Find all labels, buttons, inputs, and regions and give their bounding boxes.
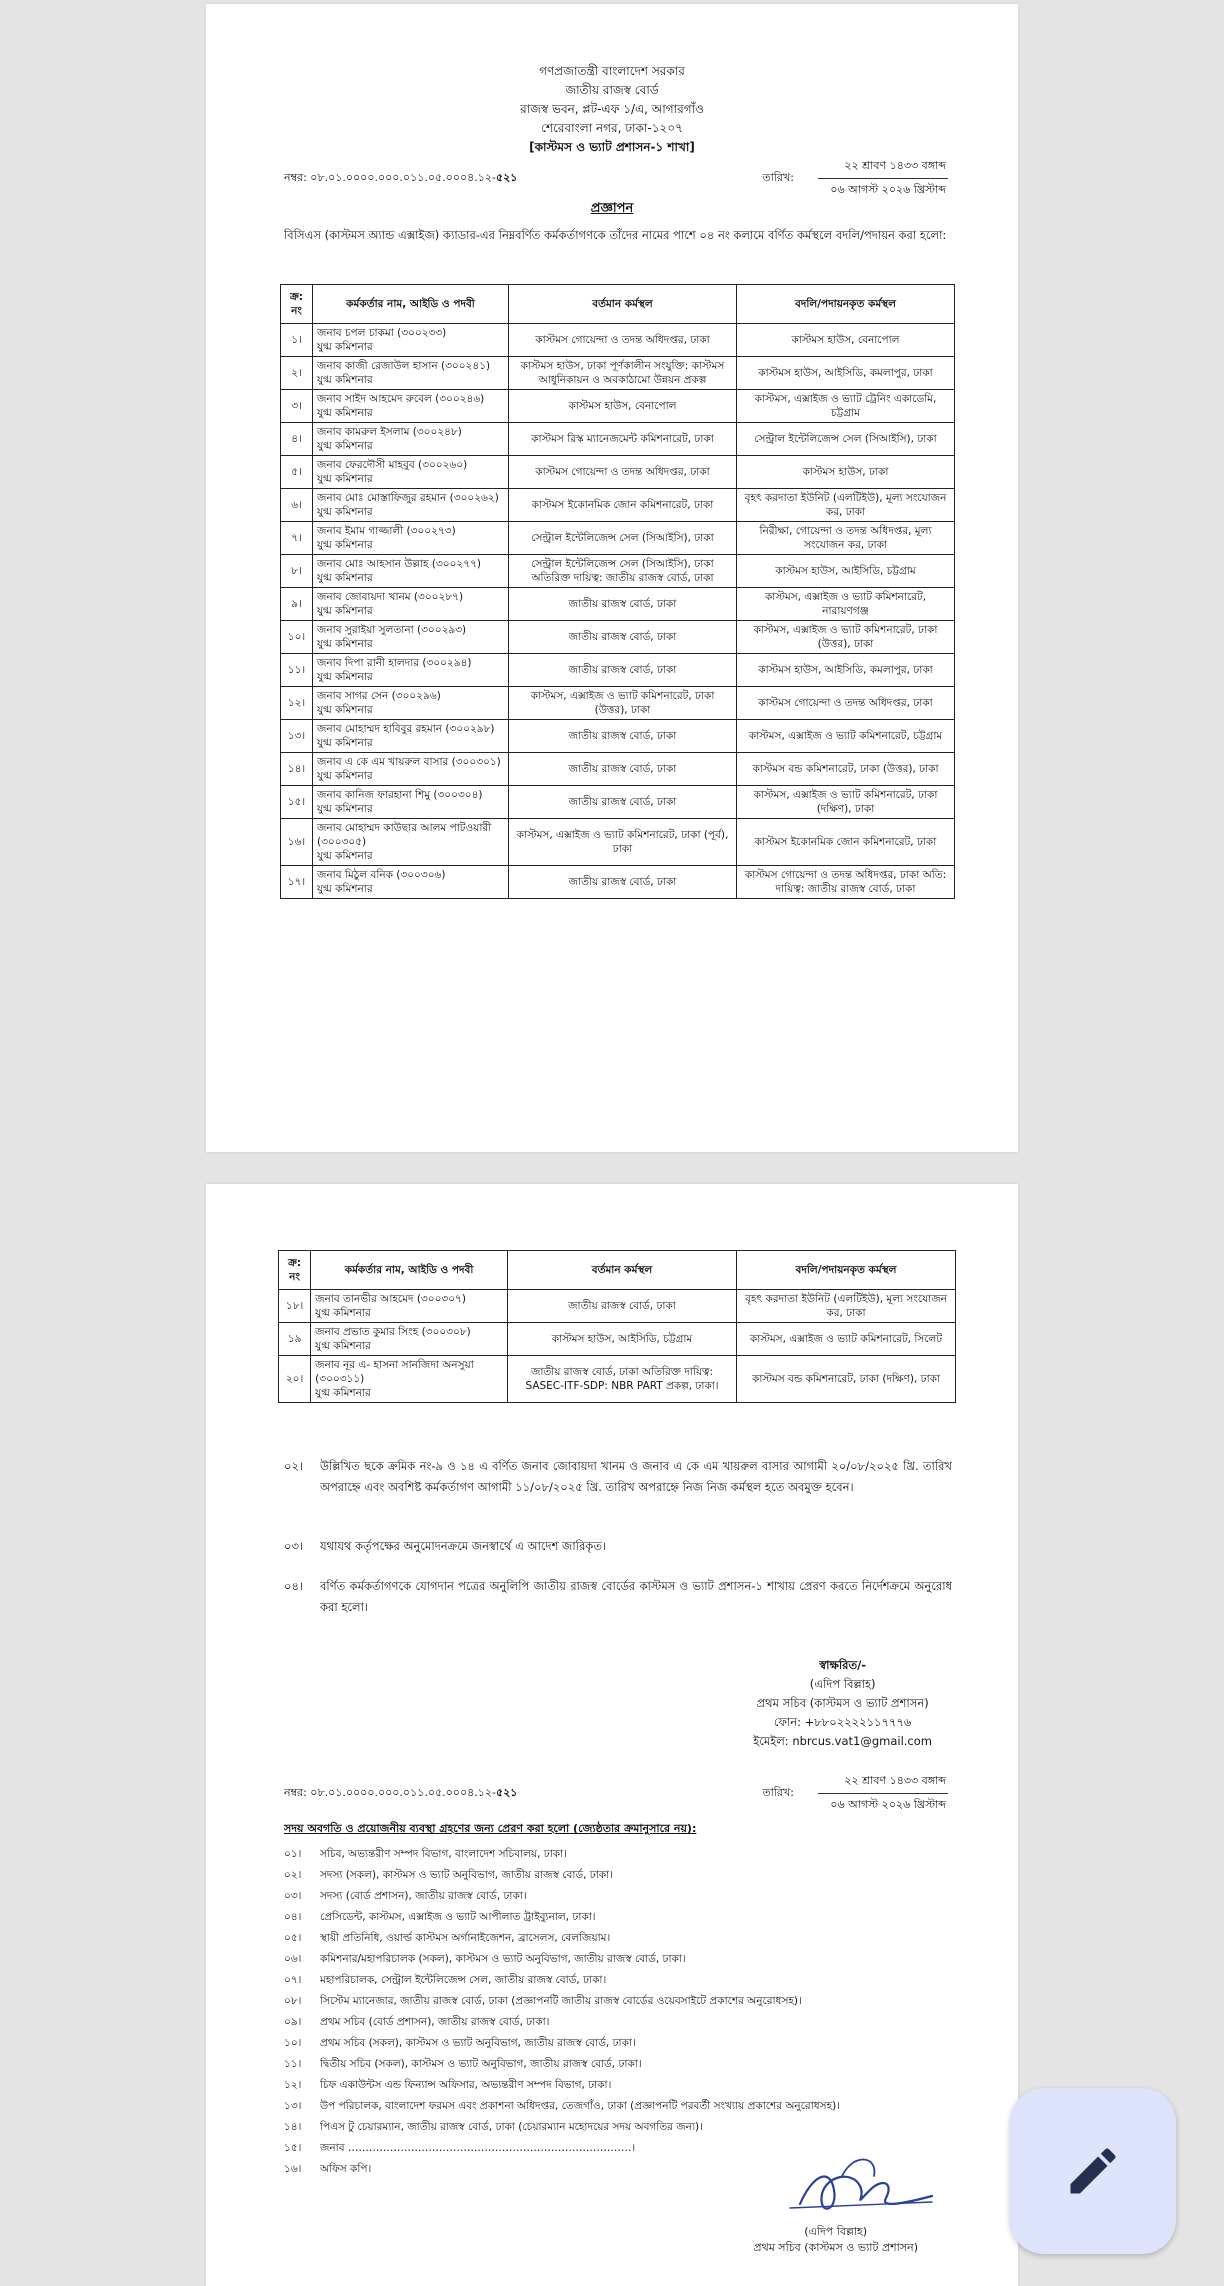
officer-designation: যুগ্ম কমিশনার [317, 605, 373, 617]
new-post-cell: কাস্টমস হাউস, আইসিডি, চট্টগ্রাম [737, 555, 955, 588]
officer-name: জনাব কানিজ ফারহানা শিমু (৩০০৩০৪) [317, 789, 483, 801]
officer-name: জনাব প্রভাত কুমার সিংহ (৩০০৩০৮) [315, 1326, 471, 1338]
signatory-name-2: (এদিপ বিল্লাহ) [804, 2225, 868, 2238]
officer-designation: যুগ্ম কমিশনার [317, 407, 373, 419]
list-item-number: ০৫। [284, 1932, 302, 1944]
officer-name: জনাব মোহাম্মদ হাবিবুর রহমান (৩০০২৯৮) [317, 723, 495, 735]
serial-cell: ৮। [281, 555, 313, 588]
officer-designation: যুগ্ম কমিশনার [317, 506, 373, 518]
date-label: তারিখ: [762, 1786, 794, 1799]
officer-cell [313, 866, 509, 899]
new-post-cell: কাস্টমস, এক্সাইজ ও ভ্যাট কমিশনারেট, নারায়ণগঞ্জ [737, 588, 955, 621]
new-post-cell: কাস্টমস গোয়েন্দা ও তদন্ত অধিদপ্তর, ঢাকা অতি: দায়িত্ব: জাতীয় রাজস্ব বোর্ড, ঢাকা [737, 866, 955, 899]
signed-mark: স্বাক্ষরিত/- [819, 1658, 867, 1672]
list-item [284, 2075, 974, 2096]
list-item-text: অফিস কপি। [320, 2163, 372, 2175]
posting-table-1 [280, 284, 955, 899]
new-post-cell: কাস্টমস, এক্সাইজ ও ভ্যাট কমিশনারেট, চট্টগ্রাম [737, 720, 955, 753]
officer-designation: যুগ্ম কমিশনার [317, 770, 373, 782]
letterhead [206, 62, 1018, 157]
officer-name: জনাব কামরুল ইসলাম (৩০০২৪৮) [317, 426, 462, 438]
serial-cell: ১৬। [281, 819, 313, 866]
officer-designation: যুগ্ম কমিশনার [317, 572, 373, 584]
signature-block-2 [753, 2224, 918, 2256]
list-item-text: জনাব ………………………………………………………………………। [320, 2142, 636, 2154]
serial-cell: ১৩। [281, 720, 313, 753]
table-row [281, 720, 955, 753]
officer-cell [313, 621, 509, 654]
officer-cell [313, 423, 509, 456]
officer-cell [313, 522, 509, 555]
officer-name: জনাব ফেরদৌসী মাহবুব (৩০০২৬০) [317, 459, 468, 471]
officer-name: জনাব এ কে এম খায়রুল বাসার (৩০০৩০১) [317, 756, 501, 768]
list-item [284, 1865, 974, 1886]
reference-row [206, 157, 1018, 197]
list-item [284, 1991, 974, 2012]
new-post-cell: কাস্টমস, এক্সাইজ ও ভ্যাট কমিশনারেট, সিলেট [737, 1323, 956, 1356]
serial-cell: ১৯ [279, 1323, 311, 1356]
date-gregorian: ০৬ আগস্ট ২০২৬ খ্রিস্টাব্দ [830, 183, 946, 196]
paragraph-4-text: বর্ণিত কর্মকর্তাগণকে যোগদান পত্রের অনুলিপি জাতীয় রাজস্ব বোর্ডের কাস্টমস ও ভ্যাট প্রশাসন-১ শাখায় প্রেরণ করতে নির্দেশক্রমে অনুরোধ করা হলো। [320, 1579, 952, 1614]
serial-cell: ১১। [281, 654, 313, 687]
list-item [284, 2012, 974, 2033]
document-page-1 [206, 4, 1018, 1152]
date-gregorian: ০৬ আগস্ট ২০২৬ খ্রিস্টাব্দ [830, 1798, 946, 1811]
new-post-cell: বৃহৎ করদাতা ইউনিট (এলটিইউ), মূল্য সংযোজন কর, ঢাকা [737, 489, 955, 522]
list-item-number: ০১। [284, 1848, 302, 1860]
list-item [284, 1907, 974, 1928]
date-bangla: ২২ শ্রাবণ ১৪৩৩ বঙ্গাব্দ [818, 1772, 948, 1794]
officer-designation: যুগ্ম কমিশনার [317, 473, 373, 485]
serial-cell: ৫। [281, 456, 313, 489]
officer-cell [311, 1290, 508, 1323]
posting-table-2 [278, 1250, 956, 1403]
officer-name: জনাব নূর এ- হাসনা সানজিদা অনসুয়া (৩০০৩১১) [315, 1359, 474, 1385]
date-label: তারিখ: [762, 171, 794, 184]
new-post-cell: সেন্ট্রাল ইন্টেলিজেন্স সেল (সিআইসি), ঢাকা [737, 423, 955, 456]
officer-name: জনাব তানভীর আহমেদ (৩০০৩০৭) [315, 1293, 466, 1305]
reference-suffix: ৫২১ [496, 1786, 518, 1799]
date-block-2 [762, 1772, 948, 1815]
serial-cell: ১২। [281, 687, 313, 720]
list-item-number: ০৯। [284, 2016, 302, 2028]
list-item [284, 1970, 974, 1991]
table-row [281, 621, 955, 654]
current-post-cell: জাতীয় রাজস্ব বোর্ড, ঢাকা [509, 621, 737, 654]
distribution-heading: সদয় অবগতি ও প্রয়োজনীয় ব্যবস্থা গ্রহণের জন্য প্রেরণ করা হলো (জ্যেষ্ঠতার ক্রমানুসারে নয়): [284, 1822, 697, 1835]
list-item-text: প্রথম সচিব (বোর্ড প্রশাসন), জাতীয় রাজস্ব বোর্ড, ঢাকা। [320, 2016, 550, 2028]
officer-name: জনাব চপল চাকমা (৩০০২৩৩) [317, 327, 447, 339]
serial-cell: ১। [281, 324, 313, 357]
officer-name: জনাব মিঠুল বনিক (৩০০৩০৬) [317, 869, 446, 881]
list-item [284, 1949, 974, 1970]
signatory-name: (এদিপ বিল্লাহ) [809, 1677, 876, 1691]
signature-block [753, 1656, 932, 1751]
list-item-number: ০৮। [284, 1995, 302, 2007]
officer-designation: যুগ্ম কমিশনার [317, 803, 373, 815]
table-row [281, 555, 955, 588]
officer-cell [313, 786, 509, 819]
serial-cell: ৬। [281, 489, 313, 522]
header-new-post: বদলি/পদায়নকৃত কর্মস্থল [737, 1251, 956, 1290]
list-item-number: ১২। [284, 2079, 302, 2091]
list-item-text: কমিশনার/মহাপরিচালক (সকল), কাস্টমস ও ভ্যাট অনুবিভাগ, জাতীয় রাজস্ব বোর্ড, ঢাকা। [320, 1953, 686, 1965]
officer-designation: যুগ্ম কমিশনার [315, 1387, 371, 1399]
current-post-cell: জাতীয় রাজস্ব বোর্ড, ঢাকা [508, 1290, 737, 1323]
officer-cell [313, 753, 509, 786]
officer-designation: যুগ্ম কমিশনার [317, 539, 373, 551]
serial-cell: ৯। [281, 588, 313, 621]
serial-cell: ১৮। [279, 1290, 311, 1323]
officer-name: জনাব ইমাম গাজ্জালী (৩০০২৭৩) [317, 525, 456, 537]
signatory-phone: ফোন: +৮৮০২২২২১১৭৭৭৬ [773, 1715, 912, 1729]
list-item [284, 2033, 974, 2054]
current-post-cell: সেন্ট্রাল ইন্টেলিজেন্স সেল (সিআইসি), ঢাকা [509, 522, 737, 555]
letterhead-line-4: শেরেবাংলা নগর, ঢাকা-১২০৭ [541, 121, 683, 135]
signatory-title: প্রথম সচিব (কাস্টমস ও ভ্যাট প্রশাসন) [756, 1696, 929, 1710]
new-post-cell: কাস্টমস হাউস, ঢাকা [737, 456, 955, 489]
current-post-cell: জাতীয় রাজস্ব বোর্ড, ঢাকা অতিরিক্ত দায়িত্ব: SASEC-ITF-SDP: NBR PART প্রকল্প, ঢাকা। [508, 1356, 737, 1403]
current-post-cell: কাস্টমস, এক্সাইজ ও ভ্যাট কমিশনারেট, ঢাকা (পূর্ব), ঢাকা [509, 819, 737, 866]
officer-designation: যুগ্ম কমিশনার [315, 1307, 371, 1319]
list-item [284, 2117, 974, 2138]
letterhead-line-1: গণপ্রজাতন্ত্রী বাংলাদেশ সরকার [539, 64, 685, 78]
list-item-text: সদস্য (সকল), কাস্টমস ও ভ্যাট অনুবিভাগ, জাতীয় রাজস্ব বোর্ড, ঢাকা। [320, 1869, 613, 1881]
new-post-cell: কাস্টমস হাউস, আইসিডি, কমলাপুর, ঢাকা [737, 357, 955, 390]
list-item-number: ১০। [284, 2037, 302, 2049]
list-item-number: ১৩। [284, 2100, 302, 2112]
serial-cell: ১৫। [281, 786, 313, 819]
serial-cell: ৩। [281, 390, 313, 423]
new-post-cell: কাস্টমস হাউস, বেনাপোল [737, 324, 955, 357]
table-row [281, 324, 955, 357]
officer-cell [313, 720, 509, 753]
list-item [284, 1844, 974, 1865]
serial-cell: ৭। [281, 522, 313, 555]
list-item-text: প্রেসিডেন্ট, কাস্টমস, এক্সাইজ ও ভ্যাট আপীলাত ট্রাইব্যুনাল, ঢাকা। [320, 1911, 596, 1923]
list-item-text: মহাপরিচালক, সেন্ট্রাল ইন্টেলিজেন্স সেল, জাতীয় রাজস্ব বোর্ড, ঢাকা। [320, 1974, 607, 1986]
list-item [284, 1886, 974, 1907]
current-post-cell: কাস্টমস রিস্ক ম্যানেজমেন্ট কমিশনারেট, ঢাকা [509, 423, 737, 456]
table-row [281, 588, 955, 621]
table-row [281, 866, 955, 899]
new-post-cell: কাস্টমস হাউস, আইসিডি, কমলাপুর, ঢাকা [737, 654, 955, 687]
serial-cell: ৪। [281, 423, 313, 456]
officer-cell [313, 687, 509, 720]
list-item-number: ১১। [284, 2058, 302, 2070]
table-header-row [279, 1251, 956, 1290]
new-post-cell: কাস্টমস গোয়েন্দা ও তদন্ত অধিদপ্তর, ঢাকা [737, 687, 955, 720]
list-item-number: ০৭। [284, 1974, 302, 1986]
officer-name: জনাব সাগর সেন (৩০০২৯৬) [317, 690, 441, 702]
officer-cell [313, 588, 509, 621]
list-item-text: পিএস টু চেয়ারম্যান, জাতীয় রাজস্ব বোর্ড, ঢাকা (চেয়ারম্যান মহোদয়ের সদয় অবগতির জন্য)। [320, 2121, 703, 2133]
officer-cell [313, 357, 509, 390]
current-post-cell: কাস্টমস ইকোনমিক জোন কমিশনারেট, ঢাকা [509, 489, 737, 522]
list-item-number: ১৬। [284, 2163, 302, 2175]
list-item [284, 2096, 974, 2117]
list-item-number: ০৩। [284, 1890, 302, 1902]
reference-row-2 [206, 1772, 1018, 1812]
distribution-list [284, 1844, 974, 2180]
header-name: কর্মকর্তার নাম, আইডি ও পদবী [311, 1251, 508, 1290]
paragraph-3 [284, 1536, 952, 1557]
table-row [281, 819, 955, 866]
serial-cell: ২। [281, 357, 313, 390]
current-post-cell: জাতীয় রাজস্ব বোর্ড, ঢাকা [509, 866, 737, 899]
list-item [284, 1928, 974, 1949]
header-name: কর্মকর্তার নাম, আইডি ও পদবী [313, 285, 509, 324]
officer-name: জনাব জোবায়দা খানম (৩০০২৮৭) [317, 591, 464, 603]
table-row [279, 1356, 956, 1403]
serial-cell: ১৭। [281, 866, 313, 899]
list-item-text: প্রথম সচিব (সকল), কাস্টমস ও ভ্যাট অনুবিভাগ, জাতীয় রাজস্ব বোর্ড, ঢাকা। [320, 2037, 636, 2049]
officer-cell [313, 819, 509, 866]
table-header-row [281, 285, 955, 324]
reference-number [284, 169, 517, 188]
header-new-post: বদলি/পদায়নকৃত কর্মস্থল [737, 285, 955, 324]
paragraph-2 [284, 1456, 952, 1498]
pencil-edit-icon [1063, 2141, 1123, 2201]
header-current-post: বর্তমান কর্মস্থল [508, 1251, 737, 1290]
intro-paragraph: বিসিএস (কাস্টমস অ্যান্ড এক্সাইজ) ক্যাডার-এর নিম্নবর্ণিত কর্মকর্তাগণকে তাঁদের নামের পাশে ০৪ নং কলামে বর্ণিত কর্মস্থলে বদলি/পদায়ন করা হলো: [284, 228, 947, 242]
officer-name: জনাব মোহাম্মদ কাউছার আলম পাটওয়ারী (৩০০৩০৫) [317, 822, 492, 848]
current-post-cell: জাতীয় রাজস্ব বোর্ড, ঢাকা [509, 588, 737, 621]
letterhead-line-3: রাজস্ব ভবন, প্লট-এফ ১/এ, আগারগাঁও [520, 102, 704, 116]
officer-cell [313, 390, 509, 423]
reference-prefix: নম্বর: ০৮.০১.০০০০.০০০.০১১.০৫.০০০৪.১২- [284, 1786, 496, 1799]
serial-cell: ১৪। [281, 753, 313, 786]
officer-cell [313, 654, 509, 687]
list-item-text: উপ পরিচালক, বাংলাদেশ ফরমস এবং প্রকাশনা অধিদপ্তর, তেজগাঁও, ঢাকা (প্রজ্ঞাপনটি পরবর্তী সংখ্যায় প্রকাশের অনুরোধসহ)। [320, 2100, 840, 2112]
list-item-number: ০৬। [284, 1953, 302, 1965]
new-post-cell: কাস্টমস, এক্সাইজ ও ভ্যাট কমিশনারেট, ঢাকা (দক্ষিণ), ঢাকা [737, 786, 955, 819]
officer-cell [313, 489, 509, 522]
officer-name: জনাব মোঃ আহসান উল্লাহ (৩০০২৭৭) [317, 558, 482, 570]
officer-name: জনাব সুরাইয়া সুলতানা (৩০০২৯৩) [317, 624, 467, 636]
paragraph-2-text: উল্লিখিত ছকে ক্রমিক নং-৯ ও ১৪ এ বর্ণিত জনাব জোবায়দা খানম ও জনাব এ কে এম খায়রুল বাসার আগামী ২০/০৮/২০২৫ খ্রি. তারিখ অপরাহ্নে এবং অবশিষ্ট কর্মকর্তাগণ আগামী ১১/০৮/২০২৫ খ্রি. তারিখ অপরাহ্নে নিজ নিজ কর্মস্থল হতে অবমুক্ত হবেন। [320, 1459, 952, 1494]
officer-designation: যুগ্ম কমিশনার [317, 883, 373, 895]
list-item [284, 2054, 974, 2075]
table-row [281, 654, 955, 687]
current-post-cell: কাস্টমস গোয়েন্দা ও তদন্ত অধিদপ্তর, ঢাকা [509, 456, 737, 489]
paragraph-4-number: ০৪। [284, 1579, 304, 1593]
officer-name: জনাব কাজী রেজাউল হাসান (৩০০২৪১) [317, 360, 491, 372]
list-item-number: ০৪। [284, 1911, 302, 1923]
table-row [281, 753, 955, 786]
officer-designation: যুগ্ম কমিশনার [317, 341, 373, 353]
officer-name: জনাব সাইদ আহমেদ রুবেল (৩০০২৪৬) [317, 393, 485, 405]
officer-designation: যুগ্ম কমিশনার [317, 638, 373, 650]
letterhead-branch: [কাস্টমস ও ভ্যাট প্রশাসন-১ শাখা] [529, 140, 695, 154]
list-item-text: সদস্য (বোর্ড প্রশাসন), জাতীয় রাজস্ব বোর্ড, ঢাকা। [320, 1890, 527, 1902]
table-row [281, 522, 955, 555]
officer-cell [311, 1356, 508, 1403]
signatory-email: ইমেইল: nbrcus.vat1@gmail.com [753, 1734, 932, 1748]
officer-designation: যুগ্ম কমিশনার [317, 737, 373, 749]
officer-name: জনাব দিপা রানী হালদার (৩০০২৯৪) [317, 657, 472, 669]
document-page-2 [206, 1184, 1018, 2286]
current-post-cell: জাতীয় রাজস্ব বোর্ড, ঢাকা [509, 654, 737, 687]
officer-designation: যুগ্ম কমিশনার [315, 1340, 371, 1352]
list-item-text: স্থায়ী প্রতিনিধি, ওয়ার্ল্ড কাস্টমস অর্গানাইজেশন, ব্রাসেলস, বেলজিয়াম। [320, 1932, 611, 1944]
table-row [281, 390, 955, 423]
list-item-number: ১৪। [284, 2121, 302, 2133]
list-item-text: সিস্টেম ম্যানেজার, জাতীয় রাজস্ব বোর্ড, ঢাকা (প্রজ্ঞাপনটি জাতীয় রাজস্ব বোর্ডের ওয়েবসাইটে প্রকাশের অনুরোধসহ)। [320, 1995, 802, 2007]
new-post-cell: বৃহৎ করদাতা ইউনিট (এলটিইউ), মূল্য সংযোজন কর, ঢাকা [737, 1290, 956, 1323]
table-row [281, 357, 955, 390]
new-post-cell: কাস্টমস, এক্সাইজ ও ভ্যাট কমিশনারেট, ঢাকা (উত্তর), ঢাকা [737, 621, 955, 654]
new-post-cell: কাস্টমস বন্ড কমিশনারেট, ঢাকা (দক্ষিণ), ঢাকা [737, 1356, 956, 1403]
reference-number-2 [284, 1784, 517, 1803]
officer-designation: যুগ্ম কমিশনার [317, 440, 373, 452]
header-serial: ক্র: নং [281, 285, 313, 324]
list-item-text: সচিব, অভ্যন্তরীণ সম্পদ বিভাগ, বাংলাদেশ সচিবালয়, ঢাকা। [320, 1848, 567, 1860]
current-post-cell: জাতীয় রাজস্ব বোর্ড, ঢাকা [509, 786, 737, 819]
table-row [281, 423, 955, 456]
letterhead-line-2: জাতীয় রাজস্ব বোর্ড [565, 83, 659, 97]
signatory-title-2: প্রথম সচিব (কাস্টমস ও ভ্যাট প্রশাসন) [753, 2241, 918, 2254]
current-post-cell: জাতীয় রাজস্ব বোর্ড, ঢাকা [509, 753, 737, 786]
header-serial: ক্র: নং [279, 1251, 311, 1290]
current-post-cell: কাস্টমস হাউস, বেনাপোল [509, 390, 737, 423]
document-title: প্রজ্ঞাপন [590, 201, 634, 216]
table-row [279, 1323, 956, 1356]
current-post-cell: কাস্টমস গোয়েন্দা ও তদন্ত অধিদপ্তর, ঢাকা [509, 324, 737, 357]
officer-name: জনাব মোঃ মোস্তাফিজুর রহমান (৩০০২৬২) [317, 492, 499, 504]
current-post-cell: জাতীয় রাজস্ব বোর্ড, ঢাকা [509, 720, 737, 753]
officer-designation: যুগ্ম কমিশনার [317, 704, 373, 716]
list-item-text: চিফ একাউন্টস এন্ড ফিন্যান্স অফিসার, অভ্যন্তরীণ সম্পদ বিভাগ, ঢাকা। [320, 2079, 612, 2091]
current-post-cell: সেন্ট্রাল ইন্টেলিজেন্স সেল (সিআইসি), ঢাকা অতিরিক্ত দায়িত্ব: জাতীয় রাজস্ব বোর্ড, ঢাকা [509, 555, 737, 588]
paragraph-2-number: ০২। [284, 1459, 304, 1473]
serial-cell: ২০। [279, 1356, 311, 1403]
table-row [281, 786, 955, 819]
date-bangla: ২২ শ্রাবণ ১৪৩৩ বঙ্গাব্দ [818, 157, 948, 179]
new-post-cell: কাস্টমস, এক্সাইজ ও ভ্যাট ট্রেনিং একাডেমি, চট্টগ্রাম [737, 390, 955, 423]
table-row [281, 687, 955, 720]
reference-prefix: নম্বর: ০৮.০১.০০০০.০০০.০১১.০৫.০০০৪.১২- [284, 171, 496, 184]
reference-suffix: ৫২১ [496, 171, 518, 184]
list-item-number: ০২। [284, 1869, 302, 1881]
table-row [279, 1290, 956, 1323]
date-block [762, 157, 948, 200]
new-post-cell: কাস্টমস বন্ড কমিশনারেট, ঢাকা (উত্তর), ঢাকা [737, 753, 955, 786]
current-post-cell: কাস্টমস হাউস, ঢাকা পূর্ণকালীন সংযুক্তি: কাস্টমস আধুনিকায়ন ও অবকাঠামো উন্নয়ন প্রকল্প [509, 357, 737, 390]
new-post-cell: নিরীক্ষা, গোয়েন্দা ও তদন্ত অধিদপ্তর, মূল্য সংযোজন কর, ঢাকা [737, 522, 955, 555]
officer-cell [313, 324, 509, 357]
new-post-cell: কাস্টমস ইকোনমিক জোন কমিশনারেট, ঢাকা [737, 819, 955, 866]
handwritten-signature [782, 2146, 942, 2226]
officer-designation: যুগ্ম কমিশনার [317, 671, 373, 683]
officer-designation: যুগ্ম কমিশনার [317, 850, 373, 862]
current-post-cell: কাস্টমস হাউস, আইসিডি, চট্টগ্রাম [508, 1323, 737, 1356]
officer-cell [313, 555, 509, 588]
officer-designation: যুগ্ম কমিশনার [317, 374, 373, 386]
serial-cell: ১০। [281, 621, 313, 654]
header-current-post: বর্তমান কর্মস্থল [509, 285, 737, 324]
table-row [281, 489, 955, 522]
officer-cell [313, 456, 509, 489]
edit-fab-button[interactable] [1010, 2088, 1176, 2254]
officer-cell [311, 1323, 508, 1356]
list-item-text: দ্বিতীয় সচিব (সকল), কাস্টমস ও ভ্যাট অনুবিভাগ, জাতীয় রাজস্ব বোর্ড, ঢাকা। [320, 2058, 642, 2070]
list-item-number: ১৫। [284, 2142, 302, 2154]
paragraph-4 [284, 1576, 952, 1618]
paragraph-3-number: ০৩। [284, 1539, 304, 1553]
paragraph-3-text: যথাযথ কর্তৃপক্ষের অনুমোদনক্রমে জনস্বার্থে এ আদেশ জারিকৃত। [320, 1539, 607, 1553]
current-post-cell: কাস্টমস, এক্সাইজ ও ভ্যাট কমিশনারেট, ঢাকা (উত্তর), ঢাকা [509, 687, 737, 720]
table-row [281, 456, 955, 489]
